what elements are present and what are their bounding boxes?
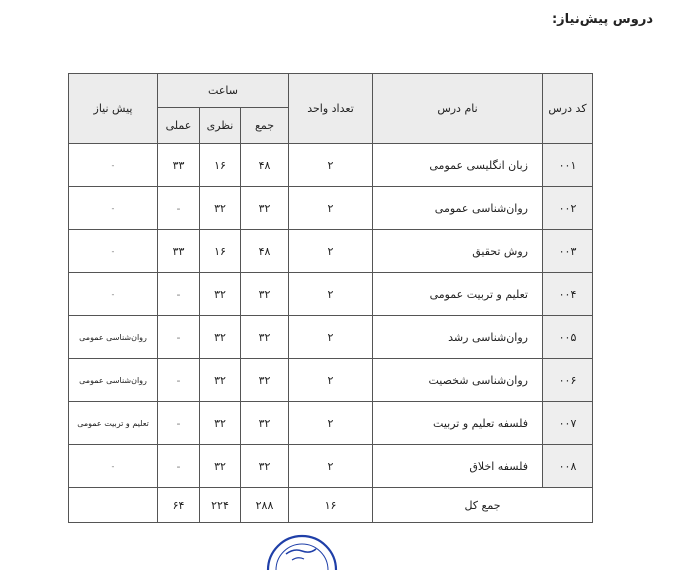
grand-total-row <box>69 488 593 523</box>
course-hours-total: ۳۲ <box>241 359 289 402</box>
course-hours-practical: ۳۳ <box>158 230 200 273</box>
course-hours-practical: - <box>158 402 200 445</box>
table-row <box>69 144 593 187</box>
course-hours-theory: ۱۶ <box>200 144 241 187</box>
grand-total-practical: ۶۴ <box>158 488 200 523</box>
course-rows <box>69 144 593 488</box>
table-row <box>69 359 593 402</box>
course-hours-practical: - <box>158 273 200 316</box>
course-hours-practical: - <box>158 316 200 359</box>
course-name: روش تحقیق <box>373 230 543 273</box>
course-code: ۰۰۳ <box>543 230 593 273</box>
table-row <box>69 187 593 230</box>
course-prerequisite: - <box>69 230 158 273</box>
header-hours-practical: عملی <box>158 108 200 144</box>
course-hours-total: ۳۲ <box>241 187 289 230</box>
header-units: تعداد واحد <box>289 74 373 144</box>
prerequisite-courses-table <box>68 73 593 523</box>
course-prerequisite: روان‌شناسی عمومی <box>69 316 158 359</box>
course-code: ۰۰۶ <box>543 359 593 402</box>
course-hours-total: ۳۲ <box>241 316 289 359</box>
course-hours-theory: ۳۲ <box>200 187 241 230</box>
grand-total-theory: ۲۲۴ <box>200 488 241 523</box>
course-hours-theory: ۳۲ <box>200 316 241 359</box>
table-row <box>69 445 593 488</box>
course-code: ۰۰۲ <box>543 187 593 230</box>
table-row <box>69 402 593 445</box>
header-hours-theory: نظری <box>200 108 241 144</box>
table-row <box>69 273 593 316</box>
course-prerequisite: - <box>69 445 158 488</box>
course-name: فلسفه تعلیم و تربیت <box>373 402 543 445</box>
course-units: ۲ <box>289 230 373 273</box>
course-code: ۰۰۸ <box>543 445 593 488</box>
course-hours-theory: ۳۲ <box>200 445 241 488</box>
course-hours-theory: ۳۲ <box>200 359 241 402</box>
course-hours-theory: ۳۲ <box>200 273 241 316</box>
header-course-name: نام درس <box>373 74 543 144</box>
grand-total-prerequisite <box>69 488 158 523</box>
table-row <box>69 316 593 359</box>
course-hours-total: ۳۲ <box>241 402 289 445</box>
course-hours-theory: ۳۲ <box>200 402 241 445</box>
official-stamp-icon <box>262 530 342 570</box>
header-hours-total: جمع <box>241 108 289 144</box>
course-hours-total: ۳۲ <box>241 273 289 316</box>
course-code: ۰۰۷ <box>543 402 593 445</box>
course-hours-total: ۴۸ <box>241 230 289 273</box>
course-prerequisite: - <box>69 187 158 230</box>
course-prerequisite: تعلیم و تربیت عمومی <box>69 402 158 445</box>
grand-total-units: ۱۶ <box>289 488 373 523</box>
page-title: دروس پیش‌نیاز: <box>551 12 653 27</box>
course-prerequisite: - <box>69 273 158 316</box>
grand-total-label: جمع کل <box>373 488 593 523</box>
header-course-code: کد درس <box>543 74 593 144</box>
course-prerequisite: - <box>69 144 158 187</box>
course-name: تعلیم و تربیت عمومی <box>373 273 543 316</box>
course-units: ۲ <box>289 273 373 316</box>
course-prerequisite: روان‌شناسی عمومی <box>69 359 158 402</box>
course-units: ۲ <box>289 359 373 402</box>
header-hours: ساعت <box>158 74 289 108</box>
course-hours-practical: ۳۳ <box>158 144 200 187</box>
course-hours-total: ۴۸ <box>241 144 289 187</box>
header-prerequisite: پیش نیاز <box>69 74 158 144</box>
course-hours-practical: - <box>158 187 200 230</box>
course-units: ۲ <box>289 187 373 230</box>
course-hours-practical: - <box>158 359 200 402</box>
course-name: روان‌شناسی رشد <box>373 316 543 359</box>
course-units: ۲ <box>289 445 373 488</box>
course-hours-total: ۳۲ <box>241 445 289 488</box>
course-code: ۰۰۴ <box>543 273 593 316</box>
course-name: فلسفه اخلاق <box>373 445 543 488</box>
table-row <box>69 230 593 273</box>
course-name: روان‌شناسی عمومی <box>373 187 543 230</box>
grand-total-hours: ۲۸۸ <box>241 488 289 523</box>
course-units: ۲ <box>289 402 373 445</box>
course-units: ۲ <box>289 316 373 359</box>
course-name: روان‌شناسی شخصیت <box>373 359 543 402</box>
course-units: ۲ <box>289 144 373 187</box>
course-name: زبان انگلیسی عمومی <box>373 144 543 187</box>
course-hours-practical: - <box>158 445 200 488</box>
course-code: ۰۰۱ <box>543 144 593 187</box>
course-code: ۰۰۵ <box>543 316 593 359</box>
course-hours-theory: ۱۶ <box>200 230 241 273</box>
